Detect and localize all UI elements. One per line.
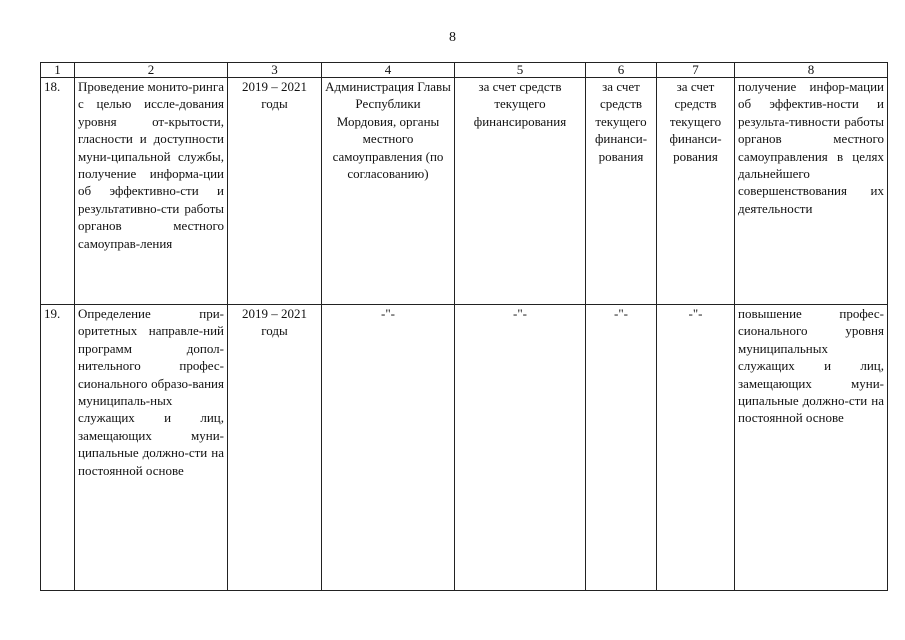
funding-source-cell: -"- [455, 305, 586, 591]
header-row [41, 63, 888, 78]
header-col-5: 5 [455, 63, 586, 78]
header-col-6: 6 [586, 63, 657, 78]
col7-cell: -"- [657, 305, 735, 591]
period-cell: 2019 – 2021 годы [228, 305, 322, 591]
row-number: 19. [41, 305, 75, 591]
header-col-1: 1 [41, 63, 75, 78]
event-cell: Проведение монито-ринга с целью иссле-дования уровня от-крытости, гласности и доступности муни-ципальной службы, получение информа-ции об эффективно-сти и результативно-сти работы органов местного самоуправ-ления [75, 78, 228, 305]
col6-cell: за счет средств текущего финанси-рования [586, 78, 657, 305]
header-col-3: 3 [228, 63, 322, 78]
header-col-4: 4 [322, 63, 455, 78]
header-col-7: 7 [657, 63, 735, 78]
period-cell: 2019 – 2021 годы [228, 78, 322, 305]
plan-table [40, 62, 888, 591]
col7-cell: за счет средств текущего финанси-рования [657, 78, 735, 305]
funding-source-cell: за счет средств текущего финансирования [455, 78, 586, 305]
header-col-2: 2 [75, 63, 228, 78]
header-col-8: 8 [735, 63, 888, 78]
result-cell: повышение профес-сионального уровня муниципальных служащих и лиц, замещающих муни-ципальные должно-сти на постоянной основе [735, 305, 888, 591]
page-number: 8 [449, 30, 456, 45]
result-cell: получение инфор-мации об эффектив-ности и результа-тивности работы органов местного самоуправления в целях дальнейшего совершенствования их деятельности [735, 78, 888, 305]
col6-cell: -"- [586, 305, 657, 591]
table-row [41, 305, 888, 591]
table-row [41, 78, 888, 305]
executor-cell: -"- [322, 305, 455, 591]
event-cell: Определение при-оритетных направле-ний программ допол-нительного профес-сионального образо-вания муниципаль-ных служащих и лиц, замещающих муни-ципальные должно-сти на постоянной основе [75, 305, 228, 591]
row-number: 18. [41, 78, 75, 305]
executor-cell: Администрация Главы Республики Мордовия, органы местного самоуправления (по согласованию) [322, 78, 455, 305]
